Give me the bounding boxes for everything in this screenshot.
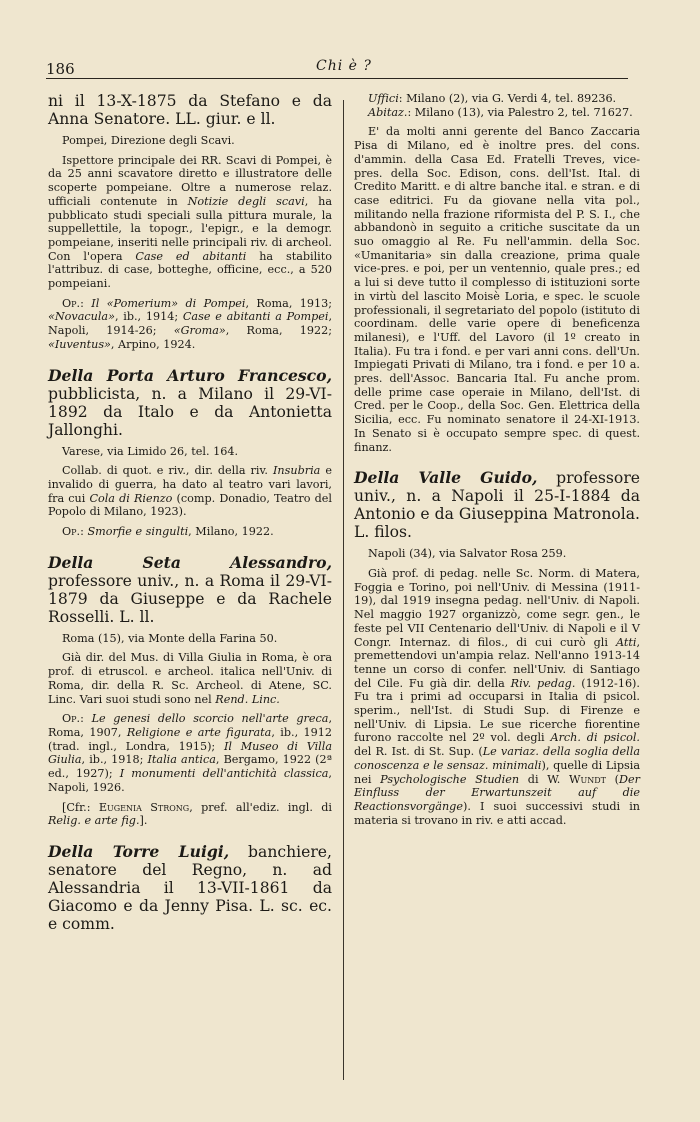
entry-name: Della Valle Guido,	[354, 468, 538, 488]
entry-address: Napoli (34), via Salvator Rosa 259.	[368, 547, 567, 561]
entry-della-torre	[48, 843, 332, 933]
entry-biography: Collab. di quot. e riv., dir. della riv. Insubria e invalido di guerra, ha dato al teatro vari lavori, fra cui Cola di Rienzo (comp. Donadio, Teatro del Popolo di Milano, 1923).	[48, 464, 332, 519]
column-divider	[343, 100, 344, 1080]
right-column	[354, 92, 640, 827]
running-title: Chi è ?	[316, 58, 372, 74]
entry-home-address: Abitaz.: Milano (13), via Palestro 2, tel. 71627.	[368, 105, 633, 119]
entry-della-corte	[48, 92, 332, 352]
entry-heading: Della Porta Arturo Francesco, pubblicista, n. a Milano il 29-VI-1892 da Italo e da Antonietta Jallonghi.	[48, 365, 332, 439]
entry-works: Op.: Smorfie e singulti, Milano, 1922.	[62, 525, 274, 539]
entry-biography: Ispettore principale dei RR. Scavi di Pompei, è da 25 anni scavatore diretto e illustratore delle scoperte pompeiane. Oltre a numerose relaz. ufficiali contenute in Notizie degli scavi, ha pubblicato studi speciali sulla pittura murale, la suppellettile, la topogr., l'epigr., e la demogr. pompeiane, inseriti nelle principali riv. di archeol. Con l'opera Case ed abitanti ha stabilito l'attribuz. di case, botteghe, officine, ecc., a 520 pompeiani.	[48, 153, 332, 291]
entry-name: Della Porta Arturo Francesco,	[48, 365, 332, 385]
left-column	[48, 92, 332, 933]
entry-della-seta	[48, 554, 332, 828]
entry-della-valle	[354, 469, 640, 827]
entry-heading: Della Torre Luigi, banchiere, senatore del Regno, n. ad Alessandria il 13-VII-1861 da Giacomo e da Jenny Pisa. L. sc. ec. e comm.	[48, 841, 332, 933]
page-number: 186	[46, 60, 75, 78]
entry-office-address: Uffici: Milano (2), via G. Verdi 4, tel. 89236.	[368, 92, 617, 105]
entry-name: Della Seta Alessandro,	[48, 552, 332, 572]
entry-della-torre-continued	[354, 92, 640, 454]
entry-address: Roma (15), via Monte della Farina 50.	[62, 631, 278, 645]
entry-heading: Della Valle Guido, professore univ., n. a Napoli il 25-I-1884 da Antonio e da Giuseppina Matronola. L. filos.	[354, 468, 641, 542]
entry-works: Op.: Il «Pomerium» di Pompei, Roma, 1913; «Novacula», ib., 1914; Case e abitanti a Pompei, Napoli, 1914-26; «Groma», Roma, 1922; «Iuventus», Arpino, 1924.	[48, 296, 333, 351]
entry-biography: E' da molti anni gerente del Banco Zaccaria Pisa di Milano, ed è inoltre pres. del cons. d'ammin. della Casa Ed. Fratelli Treves, vice-pres. della Soc. Edison, cons. dell'Ist. Ital. di Credito Maritt. e di altre banche ital. e stran. e di case editrici. Fu da giovane nella vita pol., militando nella frazione riformista del P. S. I., che abbandonò in seguito a critiche suscitate da un suo omaggio al Re. Fu nell'ammin. della Soc. «Umanitaria» sin dalla creazione, prima quale vice-pres. e poi, per un ventennio, quale pres.; ed a lui si deve tutto il complesso di istituzioni sorte in virtù del lascito Moisè Loria, e spec. le scuole professionali, il segretariato del popolo (istituto di coordinam. delle varie opere di beneficenza milanesi), e l'Uff. del Lavoro (il 1º creato in Italia). Fu tra i fond. e per vari anni cons. dell'Un. Impiegati Privati di Milano, tra i fond. e per 10 a. pres. dell'Assoc. Bancaria Ital. Fu anche prom. delle prime case operaie in Milano, dell'Ist. di Cred. per le Coop., della Soc. Gen. Elettrica della Sicilia, ecc. Fu nominato senatore il 24-XI-1913. In Senato si è occupato sempre spec. di quest. finanz.	[354, 125, 640, 454]
header-rule	[46, 78, 628, 79]
entry-biography: Già dir. del Mus. di Villa Giulia in Roma, è ora prof. di etruscol. e archeol. italica nell'Univ. di Roma, dir. della R. Sc. Archeol. di Atene, SC. Linc. Vari suoi studi sono nel Rend. Linc.	[48, 651, 332, 706]
entry-biography: Già prof. di pedag. nelle Sc. Norm. di Matera, Foggia e Torino, poi nell'Univ. di Messina (1911-19), dal 1919 insegna pedag. nell'Univ. di Napoli. Nel maggio 1927 organizzò, come segr. gen., le feste pel VII Centenario dell'Univ. di Napoli e il V Congr. Internaz. di filos., di cui curò gli Atti, premettendovi un'ampia relaz. Nell'anno 1913-14 tenne un corso di confer. nell'Univ. di Santiago del Cile. Fu già dir. della Riv. pedag. (1912-16). Fu tra i primi ad occuparsi in Italia di psicol. sperim., nell'Ist. di Studi Sup. di Firenze e nell'Univ. di Lipsia. Le sue ricerche fiorentine furono raccolte nel 2º vol. degli Arch. di psicol. del R. Ist. di St. Sup. (Le variaz. della soglia della conoscenza e le sensaz. minimali), quelle di Lipsia nei Psychologische Studien di W. Wundt (Der Einfluss der Erwartunszeit auf die Reactionsvorgänge). I suoi successivi studi in materia si trovano in riv. e atti accad.	[354, 566, 640, 827]
entry-works: Op.: Le genesi dello scorcio nell'arte greca, Roma, 1907, Religione e arte figurata, ib., 1912 (trad. ingl., Londra, 1915); Il Museo di Villa Giulia, ib., 1918; Italia antica, Bergamo, 1922 (2ª ed., 1927); I monumenti dell'antichità classica, Napoli, 1926.	[48, 712, 333, 794]
page-header	[46, 58, 628, 84]
entry-della-porta	[48, 367, 332, 539]
entry-heading: Della Seta Alessandro, professore univ., n. a Roma il 29-VI-1879 da Giuseppe e da Rachele Rosselli. L. ll.	[48, 552, 332, 626]
entry-address: Pompei, Direzione degli Scavi.	[62, 134, 235, 147]
entry-reference: [Cfr.: Eugenia Strong, pref. all'ediz. ingl. di Relig. e arte fig.].	[48, 800, 332, 828]
entry-heading: ni il 13-X-1875 da Stefano e da Anna Senatore. LL. giur. e ll.	[48, 92, 332, 128]
entry-name: Della Torre Luigi,	[48, 841, 230, 861]
entry-address: Varese, via Limido 26, tel. 164.	[62, 444, 238, 458]
